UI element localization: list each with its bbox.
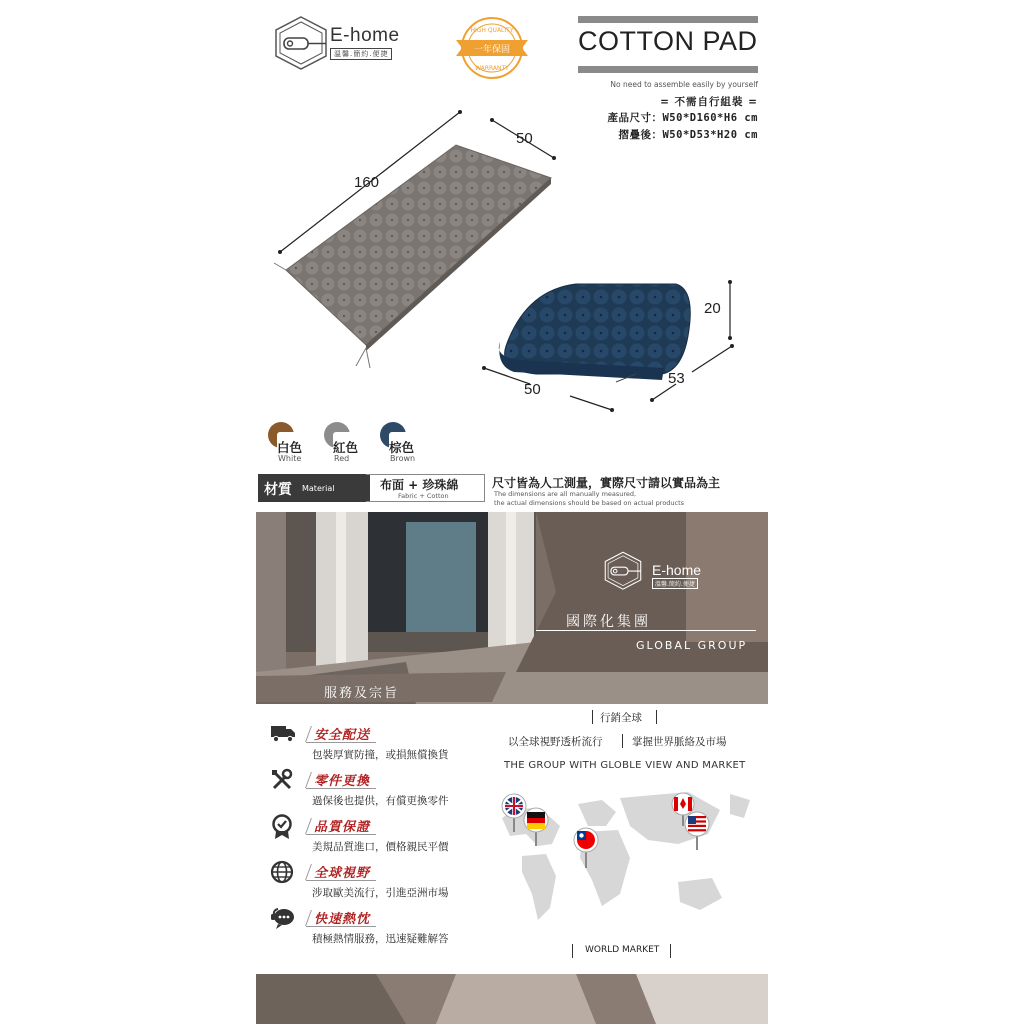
service-item: [266, 858, 506, 902]
global-group: GLOBAL GROUP: [636, 639, 748, 652]
dimension-warning-en-1: The dimensions are all manually measured,: [494, 490, 637, 498]
service-label: 服務及宗旨: [324, 686, 400, 701]
logo-icon: [270, 14, 332, 70]
service-title: 品質保證: [314, 820, 371, 835]
service-title-slash: [305, 910, 312, 926]
market-bar-right: [656, 710, 657, 724]
service-desc: 包裝厚實防撞，或損無償換貨: [312, 749, 449, 761]
germany-flag-pin: [524, 808, 548, 846]
market-line-1a: 以全球視野透析流行: [508, 736, 603, 748]
service-desc: 涉取歐美流行，引進亞洲市場: [312, 887, 449, 899]
swatch-3[interactable]: [380, 422, 434, 466]
swatch-name: 棕色: [389, 440, 415, 455]
warranty-seal: [452, 16, 532, 80]
material-value: 布面 + 珍珠綿: [380, 478, 459, 492]
assemble-note-en: No need to assemble easily by yourself: [610, 80, 758, 89]
brand-tagline: 溫馨.簡約.便捷: [330, 48, 392, 60]
market-line-divider: [622, 734, 623, 748]
dimension-warning: 尺寸皆為人工測量，實際尺寸請以實品為主: [492, 476, 721, 490]
service-title: 全球視野: [314, 866, 371, 881]
seal-top-text: HIGH QUALITY: [470, 27, 514, 34]
photo-logo-icon: [601, 550, 645, 590]
swatch-2[interactable]: [324, 422, 378, 466]
swatch-1[interactable]: [268, 422, 322, 466]
service-desc: 美規品質進口，價格親民平價: [312, 841, 449, 853]
material-value-box: [366, 474, 485, 502]
product-title: COTTON PAD: [578, 26, 758, 56]
folded-depth-label: 53: [668, 370, 685, 387]
seal-bottom-text: WARRANTY: [475, 65, 509, 72]
world-market-label: WORLD MARKET: [585, 945, 660, 955]
assemble-note-cn: = 不需自行組裝 =: [660, 96, 758, 108]
service-item: [266, 766, 506, 810]
service-desc: 積極熱情服務，迅速疑難解答: [312, 933, 449, 945]
service-title-slash: [305, 772, 312, 788]
material-label-en: Material: [302, 484, 335, 493]
product-page: [256, 0, 768, 1024]
dimension-warning-en-2: the actual dimensions should be based on actual products: [494, 499, 685, 507]
swatch-name: 白色: [277, 440, 303, 455]
globe-icon: [270, 860, 294, 884]
headset-icon: [270, 906, 294, 930]
folded-width-label: 50: [524, 381, 541, 398]
folded-size: 摺疊後：W50*D53*H20 cm: [618, 129, 758, 141]
swatch-name-en: White: [278, 454, 302, 463]
service-title: 快速熱忱: [314, 912, 371, 927]
international-group: 國際化集團: [566, 614, 651, 630]
badge-icon: [270, 814, 294, 838]
service-item: [266, 904, 506, 948]
service-title-slash: [305, 818, 312, 834]
brand-name: E-home: [330, 25, 400, 46]
world-market-bar-left: [572, 944, 573, 958]
width-label: 50: [516, 130, 533, 147]
title-bar-bottom: [578, 66, 758, 73]
service-title: 安全配送: [314, 728, 371, 743]
truck-icon: [270, 722, 294, 746]
swatch-name: 紅色: [333, 440, 359, 455]
seal-center-text: 一年保固: [473, 45, 511, 55]
service-title-slash: [305, 864, 312, 880]
usa-flag-pin: [685, 812, 709, 850]
service-item: [266, 812, 506, 856]
material-label: 材質: [264, 482, 292, 498]
service-title: 零件更換: [314, 774, 371, 789]
folded-height-label: 20: [704, 300, 721, 317]
length-label: 160: [354, 174, 380, 191]
product-size: 產品尺寸：W50*D160*H6 cm: [607, 112, 758, 124]
service-title-slash: [305, 726, 312, 742]
service-desc: 過保後也提供，有償更換零件: [312, 795, 449, 807]
photo-brand-tagline: 溫馨.簡約.便捷: [652, 578, 698, 589]
bottom-photo-strip: [256, 974, 768, 1024]
services-list: [266, 720, 506, 960]
swatch-name-en: Red: [334, 454, 350, 463]
service-item: [266, 720, 506, 764]
world-market-bar-right: [670, 944, 671, 958]
seal-icon: [452, 16, 532, 80]
folded-cushion-illustration: [466, 270, 766, 420]
swatch-name-en: Brown: [390, 454, 416, 463]
flag-pins: [500, 792, 750, 892]
color-swatches: [268, 422, 468, 466]
taiwan-flag-pin: [574, 828, 598, 868]
uk-flag-pin: [502, 794, 526, 832]
market-title: 行銷全球: [600, 712, 642, 724]
photo-brand-name: E-home: [652, 562, 702, 578]
material-value-en: Fabric + Cotton: [398, 492, 449, 500]
market-line-1b: 掌握世界脈絡及市場: [632, 736, 727, 748]
market-bar-left: [592, 710, 593, 724]
material-label-box: [258, 474, 370, 502]
title-bar-top: [578, 16, 758, 23]
market-line-2: THE GROUP WITH GLOBLE VIEW AND MARKET: [504, 760, 746, 771]
tools-icon: [270, 768, 294, 792]
